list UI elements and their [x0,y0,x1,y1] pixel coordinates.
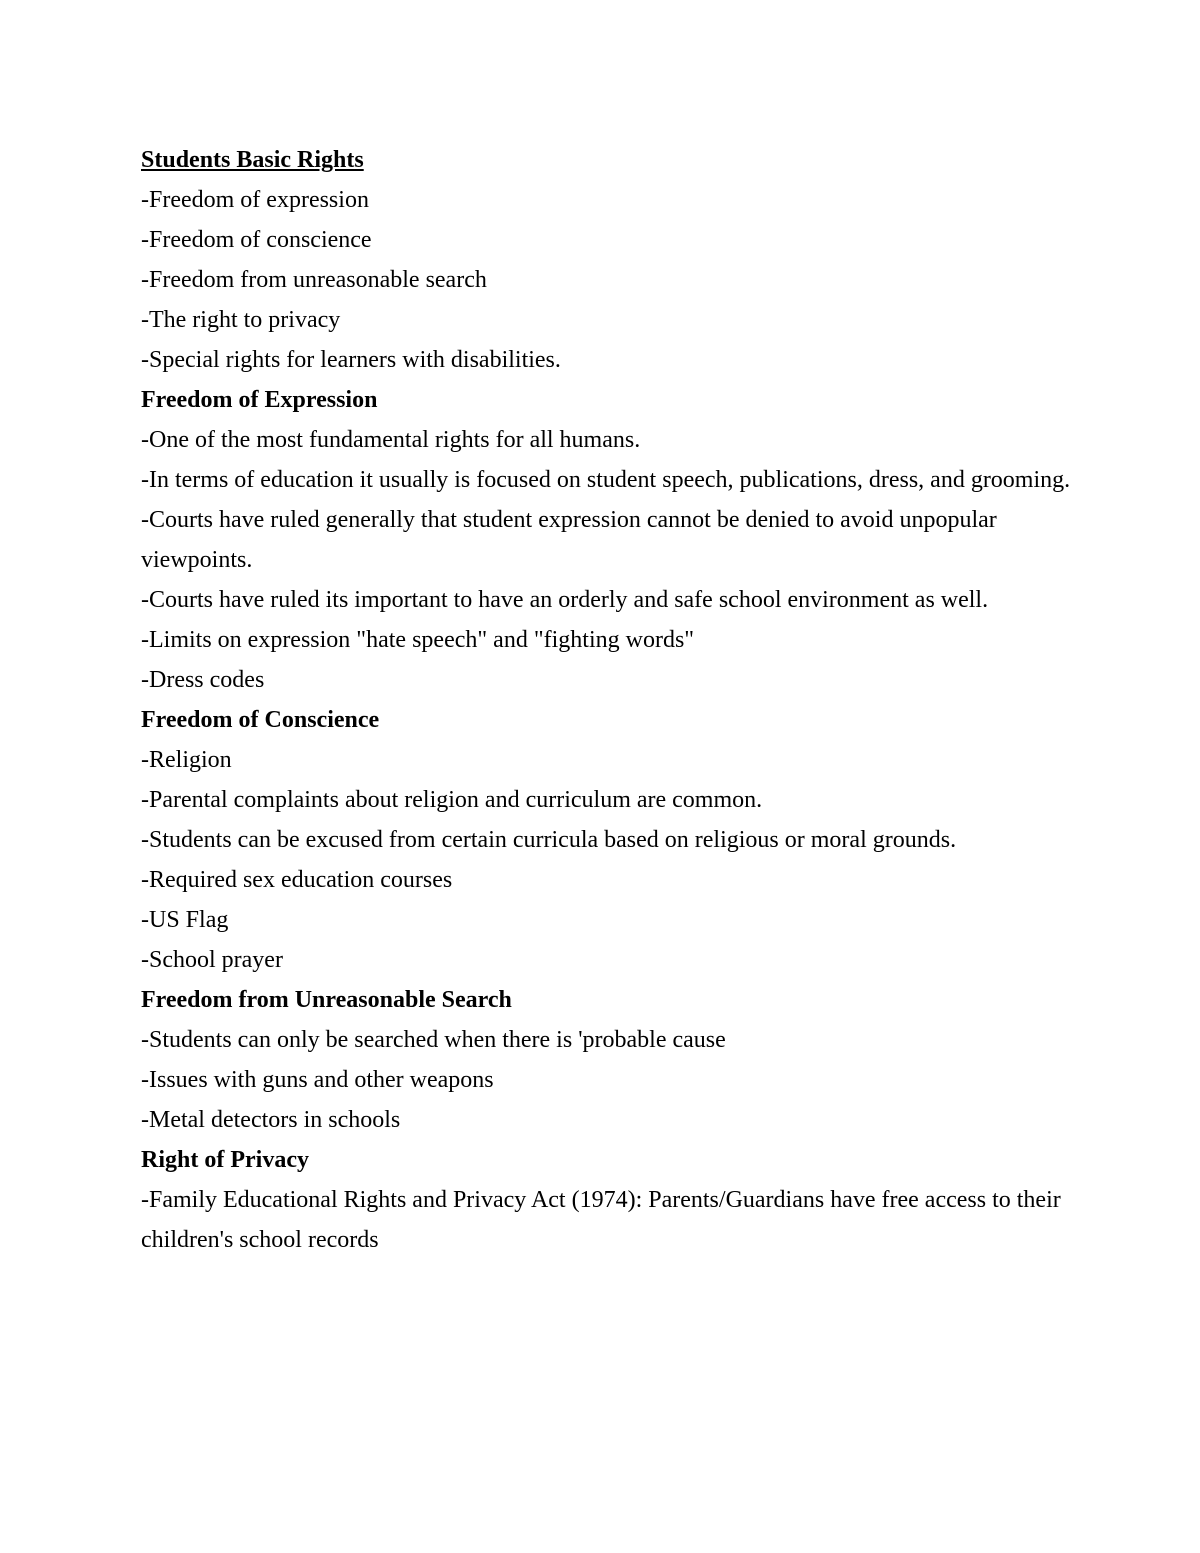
privacy-item: -Family Educational Rights and Privacy Act (1974): Parents/Guardians have free access to their children's school records [141,1187,1061,1253]
basic-right-item: -Freedom of expression [141,187,369,213]
conscience-item: -Required sex education courses [141,867,453,893]
section-heading-conscience: Freedom of Conscience [141,707,380,733]
conscience-item: -US Flag [141,907,229,933]
conscience-item: -Parental complaints about religion and curriculum are common. [141,787,763,813]
conscience-item: -School prayer [141,947,283,973]
search-item: -Issues with guns and other weapons [141,1067,494,1093]
conscience-item: -Religion [141,747,232,773]
basic-right-item: -Freedom of conscience [141,227,372,253]
basic-right-item: -Special rights for learners with disabilities. [141,347,561,373]
expression-item: -Limits on expression "hate speech" and "fighting words" [141,627,695,653]
expression-item: -Dress codes [141,667,265,693]
search-item: -Metal detectors in schools [141,1107,401,1133]
expression-item: -In terms of education it usually is focused on student speech, publications, dress, and grooming. [141,467,1071,493]
basic-right-item: -The right to privacy [141,307,341,333]
section-heading-privacy: Right of Privacy [141,1147,309,1173]
section-heading-search: Freedom from Unreasonable Search [141,987,512,1013]
expression-item: -Courts have ruled its important to have an orderly and safe school environment as well. [141,587,989,613]
conscience-item: -Students can be excused from certain curricula based on religious or moral grounds. [141,827,957,853]
search-item: -Students can only be searched when there is 'probable cause [141,1027,726,1053]
document-title: Students Basic Rights [141,147,364,173]
expression-item: -One of the most fundamental rights for all humans. [141,427,641,453]
document-body [141,140,1081,1260]
basic-right-item: -Freedom from unreasonable search [141,267,487,293]
section-heading-expression: Freedom of Expression [141,387,378,413]
expression-item: -Courts have ruled generally that student expression cannot be denied to avoid unpopular viewpoints. [141,507,997,573]
